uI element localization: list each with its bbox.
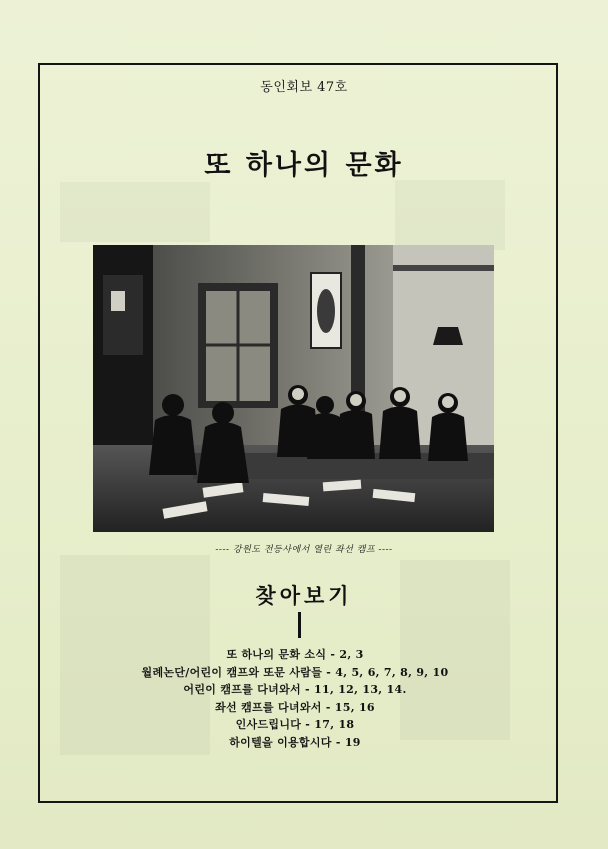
camp-photo	[93, 245, 494, 532]
page-title: 또 하나의 문화	[204, 150, 404, 181]
toc-divider	[298, 612, 301, 638]
photo-caption: ---- 강원도 전등사에서 열린 좌선 캠프 ----	[215, 545, 393, 555]
toc-list	[0, 646, 590, 751]
toc-item: 인사드립니다 - 17, 18	[235, 718, 355, 731]
toc-heading: 찾아보기	[255, 583, 353, 608]
camp-photo-image	[93, 245, 494, 532]
toc-item: 좌선 캠프를 다녀와서 - 15, 16	[215, 700, 375, 714]
toc-item: 하이텔을 이용합시다 - 19	[229, 735, 361, 749]
toc-item: 월례논단/어린이 캠프와 또문 사람들 - 4, 5, 6, 7, 8, 9, 10	[141, 665, 449, 679]
toc-item: 또 하나의 문화 소식 - 2, 3	[226, 648, 364, 661]
toc-item: 어린이 캠프를 다녀와서 - 11, 12, 13, 14.	[183, 683, 407, 696]
issue-number: 동인회보 47호	[260, 80, 348, 95]
